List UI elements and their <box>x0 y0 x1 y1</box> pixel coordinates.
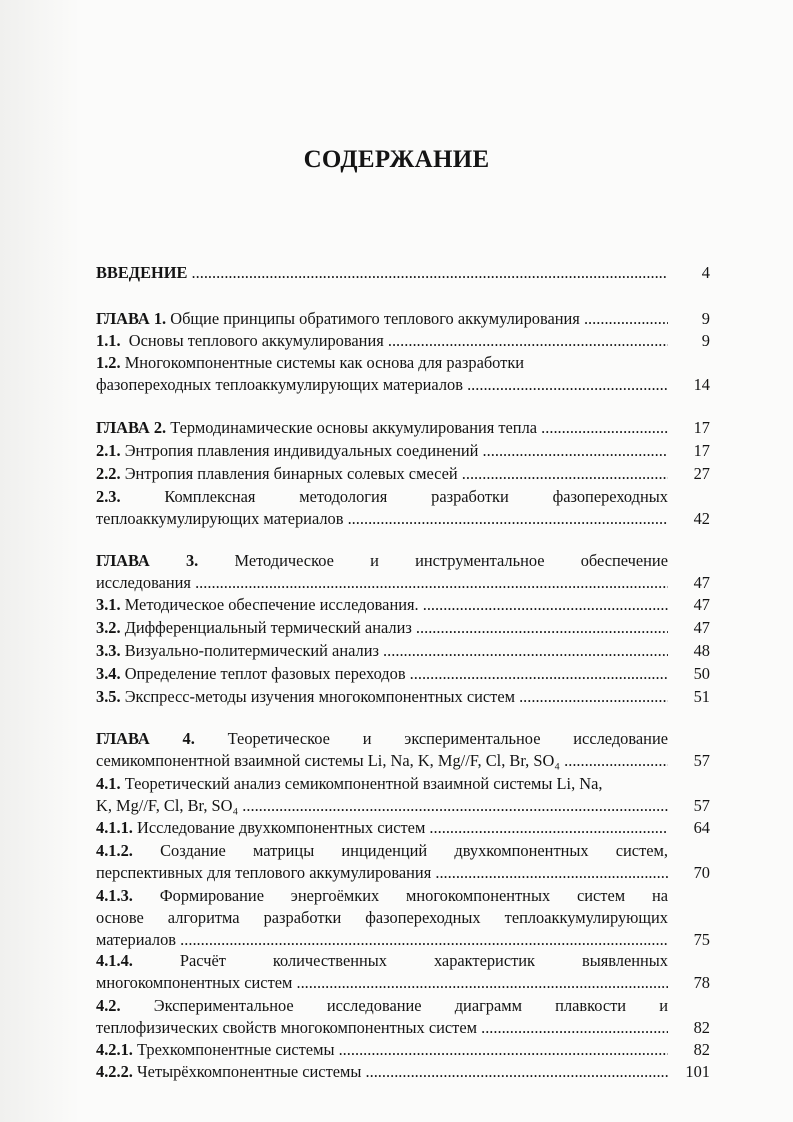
entry-number: 1.2. <box>96 353 121 372</box>
entry-title: семикомпонентной взаимной системы Li, Na, K, Mg//F, Cl, Br, SO₄ ..... <box>96 750 668 772</box>
entry-title: Формирование энергоёмких многокомпонентных систем на <box>159 886 668 905</box>
toc-entry-1-2 <box>96 352 710 374</box>
entry-number: 3.5. <box>96 687 121 706</box>
toc-entry-introduction <box>96 262 710 284</box>
toc-entry-1-1 <box>96 330 710 352</box>
toc-entry-4-1 <box>96 773 710 795</box>
entry-title: перспективных для теплового аккумулирования ..... <box>96 862 668 884</box>
entry-number: 2.1. <box>96 441 121 460</box>
toc-entry-4-2-1 <box>96 1039 710 1061</box>
entry-number: 4.2.2. <box>96 1062 133 1081</box>
entry-number: 3.3. <box>96 641 121 660</box>
entry-title: Общие принципы обратимого теплового аккумулирования <box>170 309 580 328</box>
entry-page: 42 <box>693 509 710 528</box>
toc-entry-4-2-2 <box>96 1061 710 1083</box>
entry-page: 82 <box>693 1018 710 1037</box>
entry-number: 2.2. <box>96 464 121 483</box>
entry-page: 47 <box>693 595 710 614</box>
entry-page: 47 <box>693 573 710 592</box>
entry-number: ГЛАВА 2. <box>96 418 167 437</box>
toc-entry-4-1-3 <box>96 885 710 907</box>
toc-entry-3-1 <box>96 594 710 616</box>
toc-entry-2-3 <box>96 486 710 508</box>
entry-page: 17 <box>693 441 710 460</box>
entry-number: ВВЕДЕНИЕ <box>96 263 188 282</box>
entry-title: Четырёхкомпонентные системы <box>137 1062 362 1081</box>
entry-title: Комплексная методология разработки фазопереходных <box>164 487 668 506</box>
entry-title: Основы теплового аккумулирования <box>128 331 384 350</box>
toc-entry-chapter-3 <box>96 550 710 572</box>
entry-number: ГЛАВА 3. <box>96 551 199 570</box>
toc-entry-3-3 <box>96 640 710 662</box>
entry-page: 48 <box>693 641 710 660</box>
entry-page: 27 <box>693 464 710 483</box>
entry-title: Теоретический анализ семикомпонентной взаимной системы Li, Na, <box>124 774 603 793</box>
entry-page: 75 <box>693 930 710 949</box>
entry-title: Экспресс-методы изучения многокомпонентных систем <box>124 687 515 706</box>
toc-entry-4-1-3-cont2 <box>96 929 710 951</box>
toc-entry-3-4 <box>96 663 710 685</box>
entry-title: Трехкомпонентные системы <box>137 1040 335 1059</box>
entry-number: 3.2. <box>96 618 121 637</box>
entry-title: Энтропия плавления бинарных солевых смесей <box>124 464 458 483</box>
toc-entry-4-1-cont <box>96 795 710 817</box>
entry-title: основе алгоритма разработки фазопереходных теплоаккумулирующих <box>96 908 668 927</box>
entry-number: 2.3. <box>96 487 121 506</box>
entry-title: Методическое и инструментальное обеспечение <box>234 551 668 570</box>
entry-page: 14 <box>693 375 710 394</box>
entry-number: ГЛАВА 4. <box>96 729 195 748</box>
toc-entry-chapter-1 <box>96 308 710 330</box>
toc-entry-4-1-1 <box>96 817 710 839</box>
toc-entry-chapter-2 <box>96 417 710 439</box>
toc-entry-2-3-cont <box>96 508 710 530</box>
entry-number: 4.2.1. <box>96 1040 133 1059</box>
entry-number: 4.1.4. <box>96 951 133 970</box>
entry-title: многокомпонентных систем ..... <box>96 972 668 994</box>
entry-title: Многокомпонентные системы как основа для разработки <box>124 353 525 372</box>
entry-page: 78 <box>693 973 710 992</box>
entry-title: исследования ..... <box>96 572 668 594</box>
entry-page: 47 <box>693 618 710 637</box>
entry-number: 3.4. <box>96 664 121 683</box>
entry-page: 57 <box>693 751 710 770</box>
toc-entry-4-2 <box>96 995 710 1017</box>
toc-entry-4-1-4 <box>96 950 710 972</box>
entry-page: 82 <box>693 1040 710 1059</box>
toc-entry-2-1 <box>96 440 710 462</box>
entry-page: 57 <box>693 796 710 815</box>
entry-title: Создание матрицы инциденций двухкомпонентных систем, <box>160 841 668 860</box>
entry-title: Определение теплот фазовых переходов <box>124 664 406 683</box>
entry-title: Расчёт количественных характеристик выявленных <box>179 951 668 970</box>
entry-title: теплоаккумулирующих материалов ..... <box>96 508 668 530</box>
entry-number: 4.1. <box>96 774 121 793</box>
entry-title: Исследование двухкомпонентных систем <box>137 818 426 837</box>
entry-number: 4.1.3. <box>96 886 133 905</box>
entry-title: Термодинамические основы аккумулирования тепла <box>170 418 538 437</box>
entry-title: Методическое обеспечение исследования. <box>124 595 419 614</box>
entry-title: Дифференциальный термический анализ <box>124 618 412 637</box>
entry-title: Энтропия плавления индивидуальных соединений <box>124 441 479 460</box>
entry-page: 4 <box>701 263 710 282</box>
entry-page: 70 <box>693 863 710 882</box>
entry-number: 4.1.2. <box>96 841 133 860</box>
entry-number: 4.1.1. <box>96 818 133 837</box>
toc-entry-4-1-3-cont <box>96 907 710 929</box>
entry-title: Теоретическое и экспериментальное исследование <box>227 729 668 748</box>
entry-number: 4.2. <box>96 996 121 1015</box>
toc-entry-4-1-4-cont <box>96 972 710 994</box>
toc-entry-4-2-cont <box>96 1017 710 1039</box>
entry-page: 64 <box>693 818 710 837</box>
entry-title: фазопереходных теплоаккумулирующих материалов ..... <box>96 374 668 396</box>
toc-entry-chapter-4 <box>96 728 710 750</box>
toc-entry-4-1-2-cont <box>96 862 710 884</box>
entry-title: K, Mg//F, Cl, Br, SO₄ ..... <box>96 795 668 817</box>
entry-number: 1.1. <box>96 331 121 350</box>
entry-title: Визуально-политермический анализ <box>124 641 379 660</box>
entry-page: 51 <box>693 687 710 706</box>
toc-entry-1-2-cont <box>96 374 710 396</box>
entry-title: материалов ..... <box>96 929 668 951</box>
toc-entry-3-5 <box>96 686 710 708</box>
toc-entry-chapter-4-cont <box>96 750 710 772</box>
toc-entry-chapter-3-cont <box>96 572 710 594</box>
entry-page: 17 <box>693 418 710 437</box>
toc-entry-4-1-2 <box>96 840 710 862</box>
entry-title: теплофизических свойств многокомпонентных систем ..... <box>96 1017 668 1039</box>
toc-entry-2-2 <box>96 463 710 485</box>
entry-title: Экспериментальное исследование диаграмм плавкости и <box>153 996 668 1015</box>
entry-page: 50 <box>693 664 710 683</box>
entry-page: 9 <box>701 331 710 350</box>
entry-page: 9 <box>701 309 710 328</box>
entry-number: 3.1. <box>96 595 121 614</box>
toc-entry-3-2 <box>96 617 710 639</box>
entry-page: 101 <box>685 1062 710 1081</box>
page-title: СОДЕРЖАНИЕ <box>303 146 490 173</box>
entry-number: ГЛАВА 1. <box>96 309 167 328</box>
